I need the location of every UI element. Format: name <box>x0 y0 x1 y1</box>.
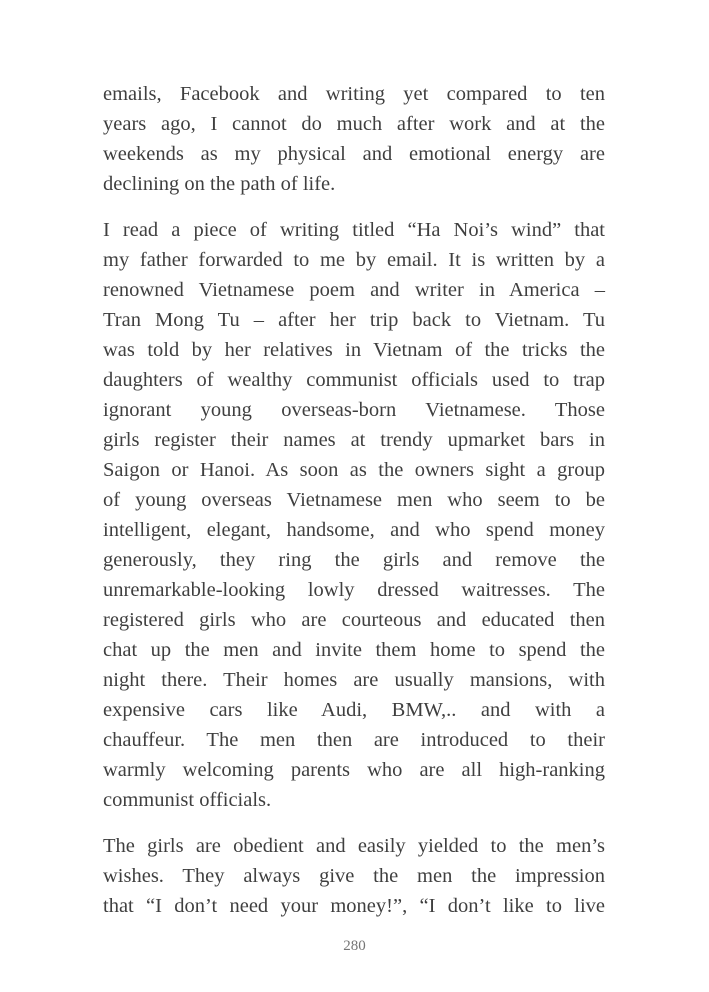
paragraph <box>103 79 605 199</box>
text-line: emails, Facebook and writing yet compared to ten <box>103 83 605 105</box>
text-line: night there. Their homes are usually mansions, with <box>103 669 605 691</box>
text-line: chauffeur. The men then are introduced to their <box>103 729 605 751</box>
text-line: unremarkable-looking lowly dressed waitresses. The <box>103 579 605 601</box>
text-line: registered girls who are courteous and educated then <box>103 609 605 631</box>
text-line: years ago, I cannot do much after work and at the <box>103 113 605 135</box>
text-line: Tran Mong Tu – after her trip back to Vietnam. Tu <box>103 309 605 331</box>
text-line: that “I don’t need your money!”, “I don’t like to live <box>103 895 605 917</box>
text-line: generously, they ring the girls and remove the <box>103 549 605 571</box>
page-text <box>103 79 605 921</box>
text-line: Saigon or Hanoi. As soon as the owners sight a group <box>103 459 605 481</box>
text-line: intelligent, elegant, handsome, and who spend money <box>103 519 605 541</box>
text-line: of young overseas Vietnamese men who seem to be <box>103 489 605 511</box>
text-line: was told by her relatives in Vietnam of the tricks the <box>103 339 605 361</box>
text-line: chat up the men and invite them home to spend the <box>103 639 605 661</box>
text-line: declining on the path of life. <box>103 173 336 195</box>
text-line: renowned Vietnamese poem and writer in America – <box>103 279 605 301</box>
text-line: my father forwarded to me by email. It is written by a <box>103 249 605 271</box>
text-line: The girls are obedient and easily yielded to the men’s <box>103 835 605 857</box>
paragraph <box>103 831 605 921</box>
paragraph <box>103 215 605 815</box>
text-line: I read a piece of writing titled “Ha Noi’s wind” that <box>103 219 605 241</box>
text-line: girls register their names at trendy upmarket bars in <box>103 429 605 451</box>
text-line: communist officials. <box>103 789 272 811</box>
text-line: daughters of wealthy communist officials used to trap <box>103 369 605 391</box>
text-line: expensive cars like Audi, BMW,.. and with a <box>103 699 605 721</box>
page-number: 280 <box>343 938 366 954</box>
text-line: warmly welcoming parents who are all high-ranking <box>103 759 605 781</box>
text-line: weekends as my physical and emotional energy are <box>103 143 605 165</box>
text-line: wishes. They always give the men the impression <box>103 865 605 887</box>
text-line: ignorant young overseas-born Vietnamese. Those <box>103 399 605 421</box>
